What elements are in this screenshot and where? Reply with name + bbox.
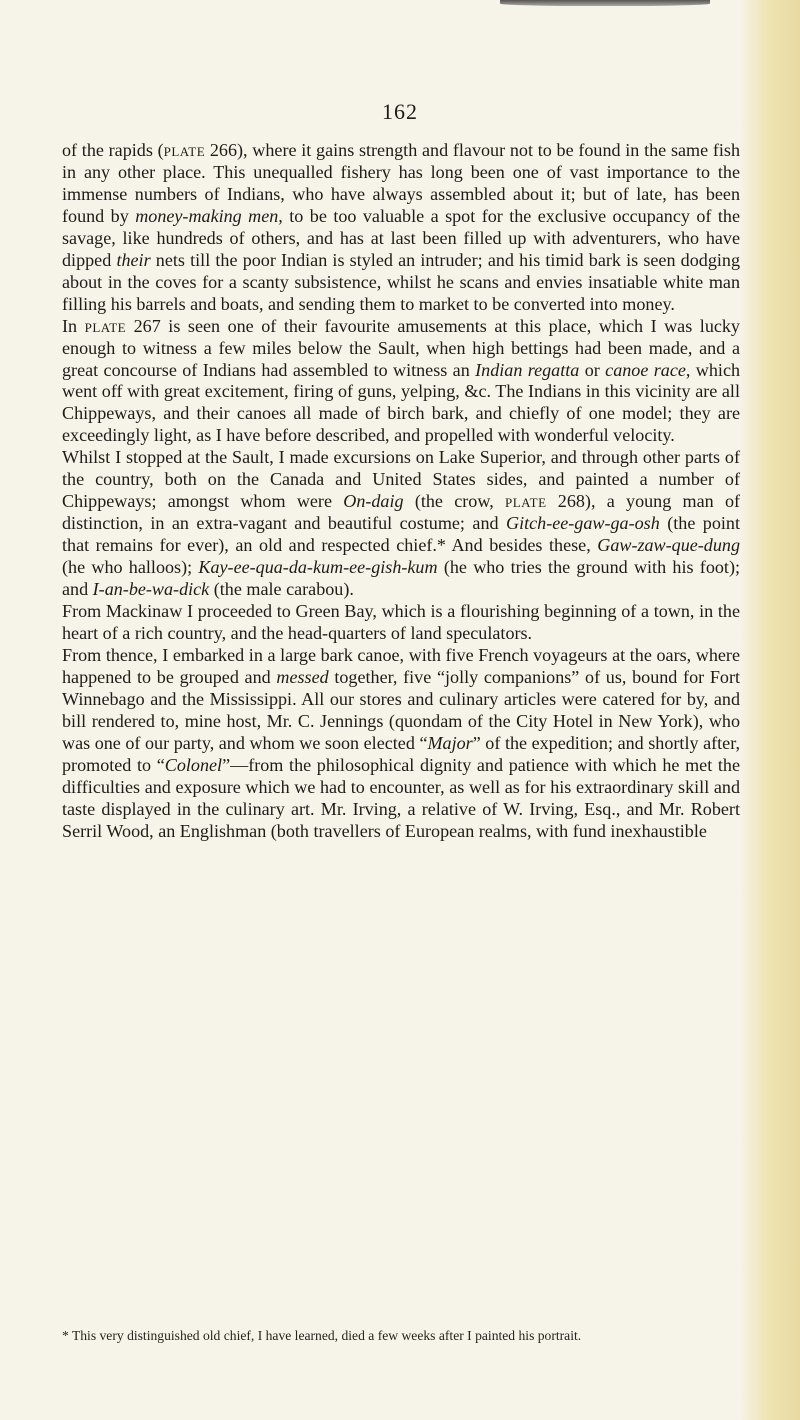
paragraph-regatta: In plate 267 is seen one of their favourite amusements at this place, which I was lucky enough to witness a few miles below the Sault, when high bettings had been made, and a great concourse of Indians had assembled to witness an Indian regatta or canoe race, which went off with great excitement, firing of guns, yelping, &c. The Indians in this vicinity are all Chippeways, and their canoes all made of birch bark, and chiefly of one model; they are exceedingly light, as I have before described, and propelled with wonderful velocity. xyxy=(62,315,741,446)
paragraph-chippeways: Whilst I stopped at the Sault, I made excursions on Lake Superior, and through other parts of the country, both on the Canada and United States sides, and painted a number of Chippeways; amongst whom were On-daig (the crow, plate 268), a young man of distinction, in an extra-vagant and beautiful costume; and Gitch-ee-gaw-ga-osh (the point that remains for ever), an old and respected chief.* And besides these, Gaw-zaw-que-dung (he who halloos); Kay-ee-qua-da-kum-ee-gish-kum (he who tries the ground with his foot); and I-an-be-wa-dick (the male carabou). xyxy=(62,447,741,600)
paragraph-voyage: From thence, I embarked in a large bark canoe, with five French voyageurs at the oars, where happened to be grouped and messed together, five “jolly companions” of us, bound for Fort Winnebago and the Mississippi. All our stores and culinary articles were catered for by, and bill rendered to, mine host, Mr. C. Jennings (quondam of the City Hotel in New York), who was one of our party, and whom we soon elected “Major” of the expedition; and shortly after, promoted to “Colonel”—from the philosophical dignity and patience with which he met the difficulties and exposure which we had to encounter, as well as for his extraordinary skill and taste displayed in the culinary art. Mr. Irving, a relative of W. Irving, Esq., and Mr. Robert Serril Wood, an Englishman (both travellers of European realms, with fund inexhaustible xyxy=(62,644,741,841)
page-number: 162 xyxy=(382,99,418,124)
scan-shadow xyxy=(500,0,710,6)
body-text xyxy=(62,140,740,843)
paragraph-green-bay: From Mackinaw I proceeded to Green Bay, which is a flourishing beginning of a town, in the heart of a rich country, and the head-quarters of land speculators. xyxy=(62,601,740,643)
paragraph-rapids: of the rapids (plate 266), where it gains strength and flavour not to be found in the same fish in any other place. This unequalled fishery has long been one of vast importance to the immense numbers of Indians, who have always assembled about it; but of late, has been found by money-making men, to be too valuable a spot for the exclusive occupancy of the savage, like hundreds of others, and has at last been filled up with adventurers, who have dipped their nets till the poor Indian is styled an intruder; and his timid bark is seen dodging about in the coves for a scanty subsistence, whilst he scans and envies insatiable white man filling his barrels and boats, and sending them to market to be converted into money. xyxy=(62,140,740,314)
page-edge xyxy=(740,0,800,1420)
footnote: * This very distinguished old chief, I have learned, died a few weeks after I painted his portrait. xyxy=(62,1328,582,1343)
